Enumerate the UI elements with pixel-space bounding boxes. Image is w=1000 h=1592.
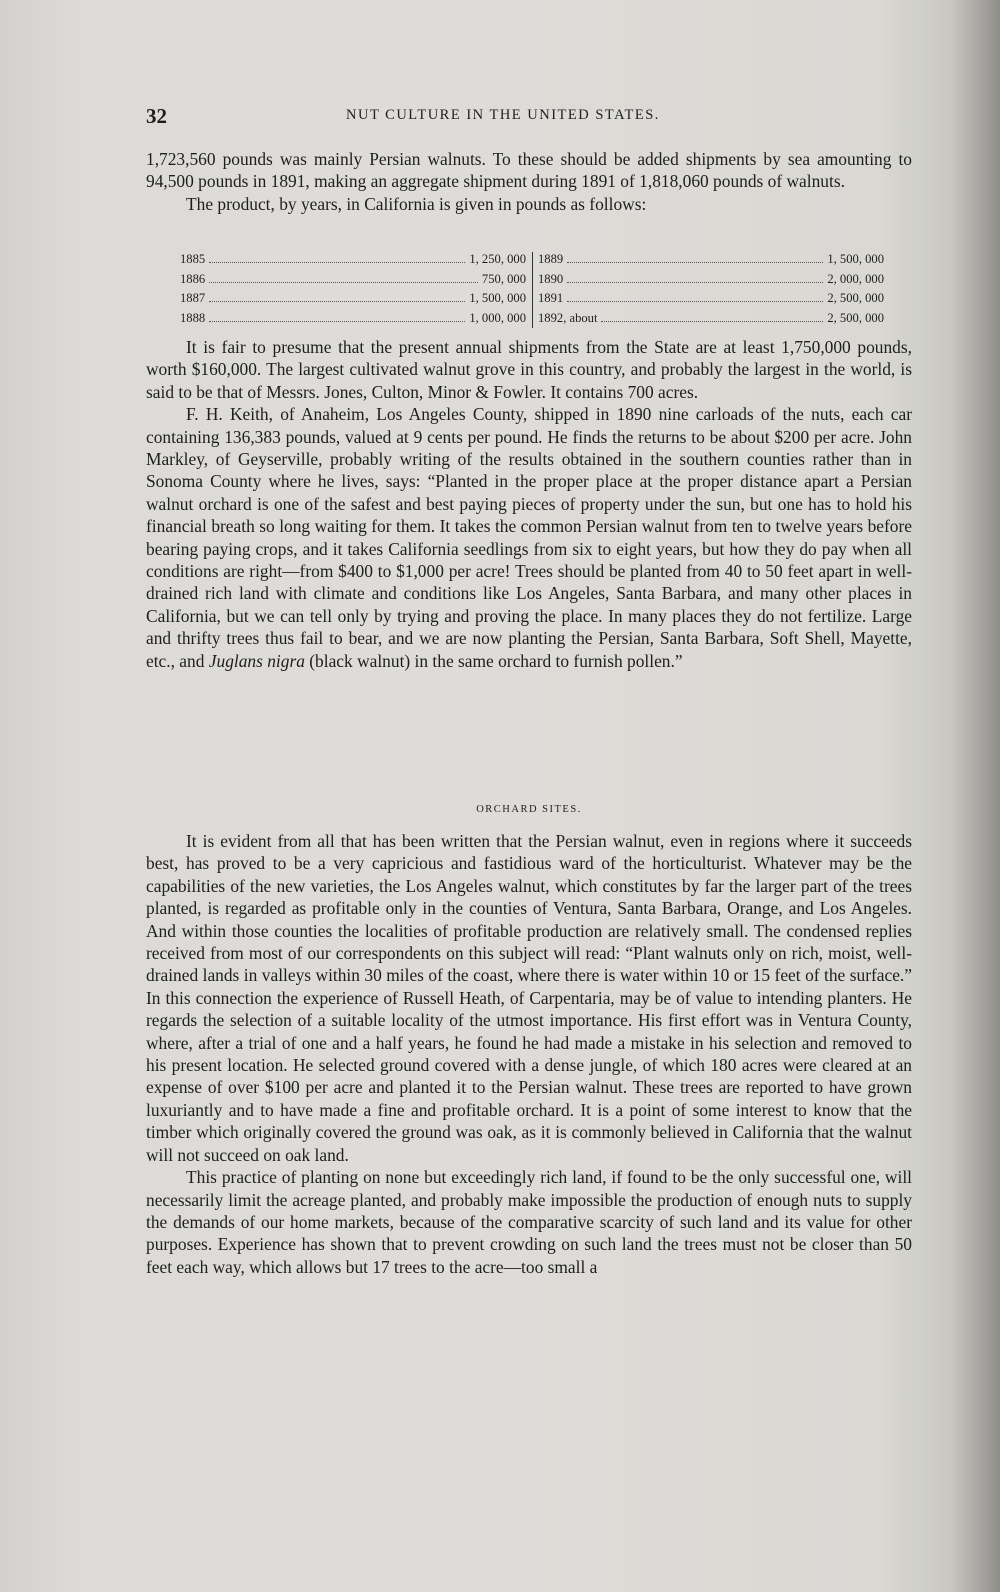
middle-text-block (146, 336, 912, 672)
dot-leader (601, 321, 823, 322)
section-heading: ORCHARD SITES. (476, 804, 582, 815)
table-divider (532, 252, 533, 328)
table-year: 1892, about (538, 310, 598, 325)
paragraph-keith-markley (146, 403, 912, 672)
dot-leader (209, 321, 465, 322)
table-row (180, 289, 526, 309)
table-row (538, 250, 884, 270)
table-year: 1888 (180, 310, 206, 325)
table-row (538, 309, 884, 329)
table-amount: 750, 000 (481, 271, 526, 286)
production-table (180, 250, 900, 328)
table-amount: 1, 500, 000 (469, 291, 526, 305)
table-amount: 2, 000, 000 (827, 271, 884, 286)
dot-leader (209, 301, 465, 302)
table-year: 1891 (538, 291, 564, 305)
dot-leader (209, 282, 478, 283)
table-year: 1886 (180, 271, 206, 286)
page-header (146, 104, 912, 128)
table-year: 1889 (538, 252, 564, 266)
paragraph-shipments: It is fair to presume that the present annual shipments from the State are at least 1,750,000 pounds, worth $160,000. The largest cultivated walnut grove in this country, and probably the largest in the world, is said to be that of Messrs. Jones, Culton, Minor & Fowler. It contains 700 acres. (146, 337, 912, 402)
table-amount: 1, 250, 000 (469, 252, 526, 266)
table-year: 1885 (180, 252, 206, 266)
table-column-left (180, 250, 526, 328)
table-amount: 1, 000, 000 (469, 310, 526, 325)
dot-leader (209, 262, 465, 263)
paragraph-text: F. H. Keith, of Anaheim, Los Angeles County, shipped in 1890 nine carloads of the nuts, each car containing 136,383 pounds, valued at 9 cents per pound. He finds the returns to be about $200 per acre. John Markley, of Geyserville, probably writing of the results obtained in the southern counties rather than in Sonoma County where he lives, says: “Planted in the proper place at the proper distance apart a Persian walnut orchard is one of the safest and best paying pieces of property under the sun, but one has to hold his financial breath so long waiting for them. It takes the common Persian walnut from ten to twelve years before bearing paying crops, and it takes California seedlings from six to eight years, but how they do pay when all conditions are right—from $400 to $1,000 per acre! Trees should be planted from 40 to 50 feet apart in well-drained rich land with climate and conditions like Los Angeles, Santa Barbara, and many other places in California, but we can tell only by trying and proving the place. In many places they do not fertilize. Large and thrifty trees thus fail to bear, and we are now planting the Persian, Santa Barbara, Soft Shell, Mayette, etc., and (146, 404, 912, 671)
paragraph-table-intro: The product, by years, in California is given in pounds as follows: (186, 193, 647, 214)
paragraph-text: (black walnut) in the same orchard to furnish pollen.” (304, 650, 683, 671)
table-amount: 1, 500, 000 (827, 252, 884, 266)
table-amount: 2, 500, 000 (827, 291, 884, 305)
table-row (180, 250, 526, 270)
intro-text-block (146, 148, 912, 215)
table-row (180, 309, 526, 329)
italic-species-name: Juglans nigra (208, 650, 305, 671)
table-row (538, 289, 884, 309)
paragraph-orchard-sites: It is evident from all that has been written that the Persian walnut, even in regions where it succeeds best, has proved to be a very capricious and fastidious ward of the horticulturist. Whatever may be the capabilities of the new varieties, the Los Angeles walnut, which constitutes by far the larger part of the trees planted, is regarded as profitable only in the counties of Ventura, Santa Barbara, Orange, and Los Angeles. And within those counties the localities of profitable production are relatively small. The condensed replies received from most of our correspondents on this subject will read: “Plant walnuts only on rich, moist, well-drained lands in valleys within 30 miles of the coast, where there is water within 10 or 15 feet of the surface.” In this connection the experience of Russell Heath, of Carpentaria, may be of value to intending planters. He regards the selection of a suitable locality of the utmost importance. His first effort was in Ventura County, where, after a trial of one and a half years, he found he had made a mistake in his selection and removed to his present location. He selected ground covered with a dense jungle, of which 180 acres were cleared at an expense of over $100 per acre and planted it to the Persian walnut. These trees are reported to have grown luxuriantly and to have made a fine and profitable orchard. It is a point of some interest to know that the timber which originally covered the ground was oak, as it is commonly believed in California that the walnut will not succeed on oak land. (146, 831, 912, 1165)
table-row (180, 270, 526, 290)
table-year: 1887 (180, 291, 206, 305)
running-title: NUT CULTURE IN THE UNITED STATES. (346, 107, 660, 123)
table-amount: 2, 500, 000 (827, 310, 884, 325)
paragraph-continued: 1,723,560 pounds was mainly Persian walnuts. To these should be added shipments by sea amounting to 94,500 pounds in 1891, making an aggregate shipment during 1891 of 1,818,060 pounds of walnuts. (146, 149, 912, 192)
page-number: 32 (146, 104, 167, 128)
table-year: 1890 (538, 271, 564, 286)
dot-leader (567, 301, 823, 302)
table-row (538, 270, 884, 290)
paragraph-planting-practice: This practice of planting on none but exceedingly rich land, if found to be the only successful one, will necessarily limit the acreage planted, and probably make impossible the production of enough nuts to supply the demands of our home markets, because of the comparative scarcity of such land and its value for other purposes. Experience has shown that to prevent crowding on such land the trees must not be closer than 50 feet each way, which allows but 17 trees to the acre—too small a (146, 1167, 912, 1277)
dot-leader (567, 262, 823, 263)
dot-leader (567, 282, 823, 283)
table-column-right (538, 250, 884, 328)
orchard-sites-text-block (146, 830, 912, 1278)
